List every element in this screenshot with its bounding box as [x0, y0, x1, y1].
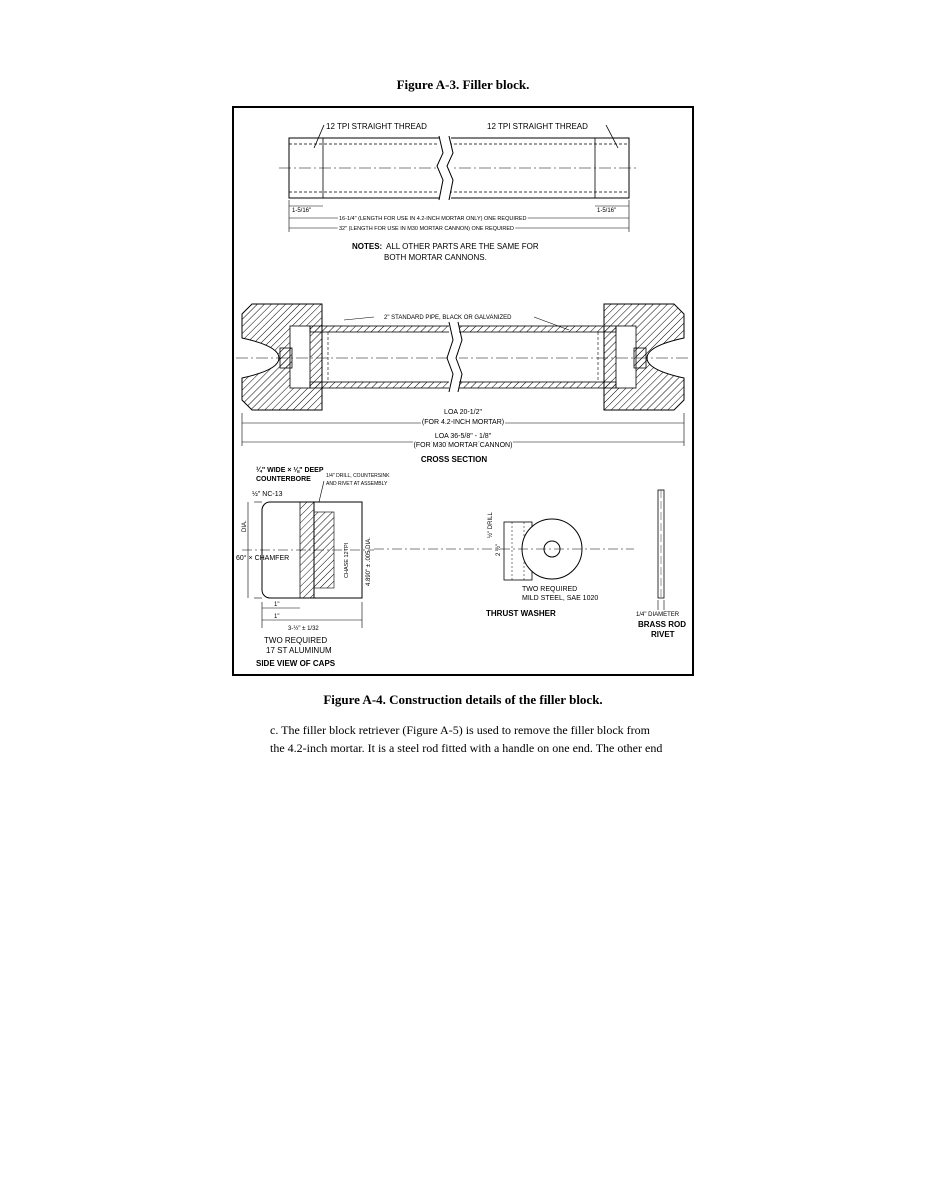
cross-section-title: CROSS SECTION [420, 455, 488, 464]
washer-title: THRUST WASHER [486, 609, 556, 618]
pipe-label: 2" STANDARD PIPE, BLACK OR GALVANIZED [384, 315, 512, 321]
notes-line2: BOTH MORTAR CANNONS. [384, 253, 487, 262]
dim-3: 3-½" ± 1/32 [288, 626, 319, 632]
top-pipe [279, 122, 639, 262]
thrust-washer [374, 512, 634, 618]
end-dim-right: 1-5/16" [597, 208, 617, 214]
dia-label: DIA. [242, 520, 248, 532]
drill-line1: 1/4" DRILL, COUNTERSINK [326, 473, 390, 479]
counterbore-line1: ¼" WIDE × ⅛" DEEP [256, 467, 324, 474]
rivet-dia: 1/4" DIAMETER [636, 612, 680, 618]
nc-label: ½" NC-13 [252, 491, 283, 498]
loa1-line1: LOA 20-1/2" [444, 409, 482, 416]
chamfer-label: 60° × CHAMFER [236, 555, 290, 562]
loa2-line1: LOA 36-5/8" - 1/8" [434, 433, 492, 440]
dia-value: 4.890" ± .005 DIA. [366, 537, 372, 586]
washer-qty: TWO REQUIRED [522, 586, 578, 593]
side-view-of-caps [236, 466, 390, 668]
length-42-label: 16-1/4" (LENGTH FOR USE IN 4.2-INCH MORTAR ONLY) ONE REQUIRED [339, 216, 527, 222]
dim-1a: 1" [274, 602, 280, 608]
technical-drawing [234, 108, 692, 674]
counterbore-line2: COUNTERBORE [256, 476, 311, 483]
cross-section [236, 304, 690, 464]
length-m30-label: 32" (LENGTH FOR USE IN M30 MORTAR CANNON) ONE REQUIRED [339, 226, 515, 232]
dim-1b: 1" [274, 614, 280, 620]
washer-material: MILD STEEL, SAE 1020 [522, 595, 599, 602]
brass-rod-rivet [636, 490, 686, 639]
washer-drill: ½" DRILL [488, 512, 494, 538]
washer-dia: 2 ½" [496, 543, 502, 556]
chase-label: CHASE 12TPI [344, 542, 350, 578]
notes-line1: ALL OTHER PARTS ARE THE SAME FOR [386, 242, 539, 251]
body-paragraph [270, 721, 700, 757]
thread-label-left: 12 TPI STRAIGHT THREAD [326, 122, 427, 131]
caps-material: 17 ST ALUMINUM [266, 646, 332, 655]
paragraph-line-2: the 4.2-inch mortar. It is a steel rod fitted with a handle on one end. The other end [270, 741, 663, 755]
thread-label-right: 12 TPI STRAIGHT THREAD [487, 122, 588, 131]
loa1-line2: (FOR 4.2-INCH MORTAR) [421, 419, 505, 426]
rivet-title-line2: RIVET [651, 630, 675, 639]
loa2-line2: (FOR M30 MORTAR CANNON) [413, 442, 513, 449]
end-dim-left: 1-5/16" [292, 208, 312, 214]
paragraph-line-1: c. The filler block retriever (Figure A-5) is used to remove the filler block from [270, 723, 650, 737]
filler-block-drawing [232, 106, 694, 676]
notes-label: NOTES: [352, 242, 383, 251]
caps-qty: TWO REQUIRED [264, 636, 328, 645]
drill-line2: AND RIVET AT ASSEMBLY [326, 481, 388, 487]
figure-a4-caption: Figure A-4. Construction details of the filler block. [323, 692, 603, 707]
figure-a3-caption: Figure A-3. Filler block. [396, 77, 530, 92]
rivet-title-line1: BRASS ROD [638, 620, 687, 629]
caps-title: SIDE VIEW OF CAPS [256, 659, 336, 668]
